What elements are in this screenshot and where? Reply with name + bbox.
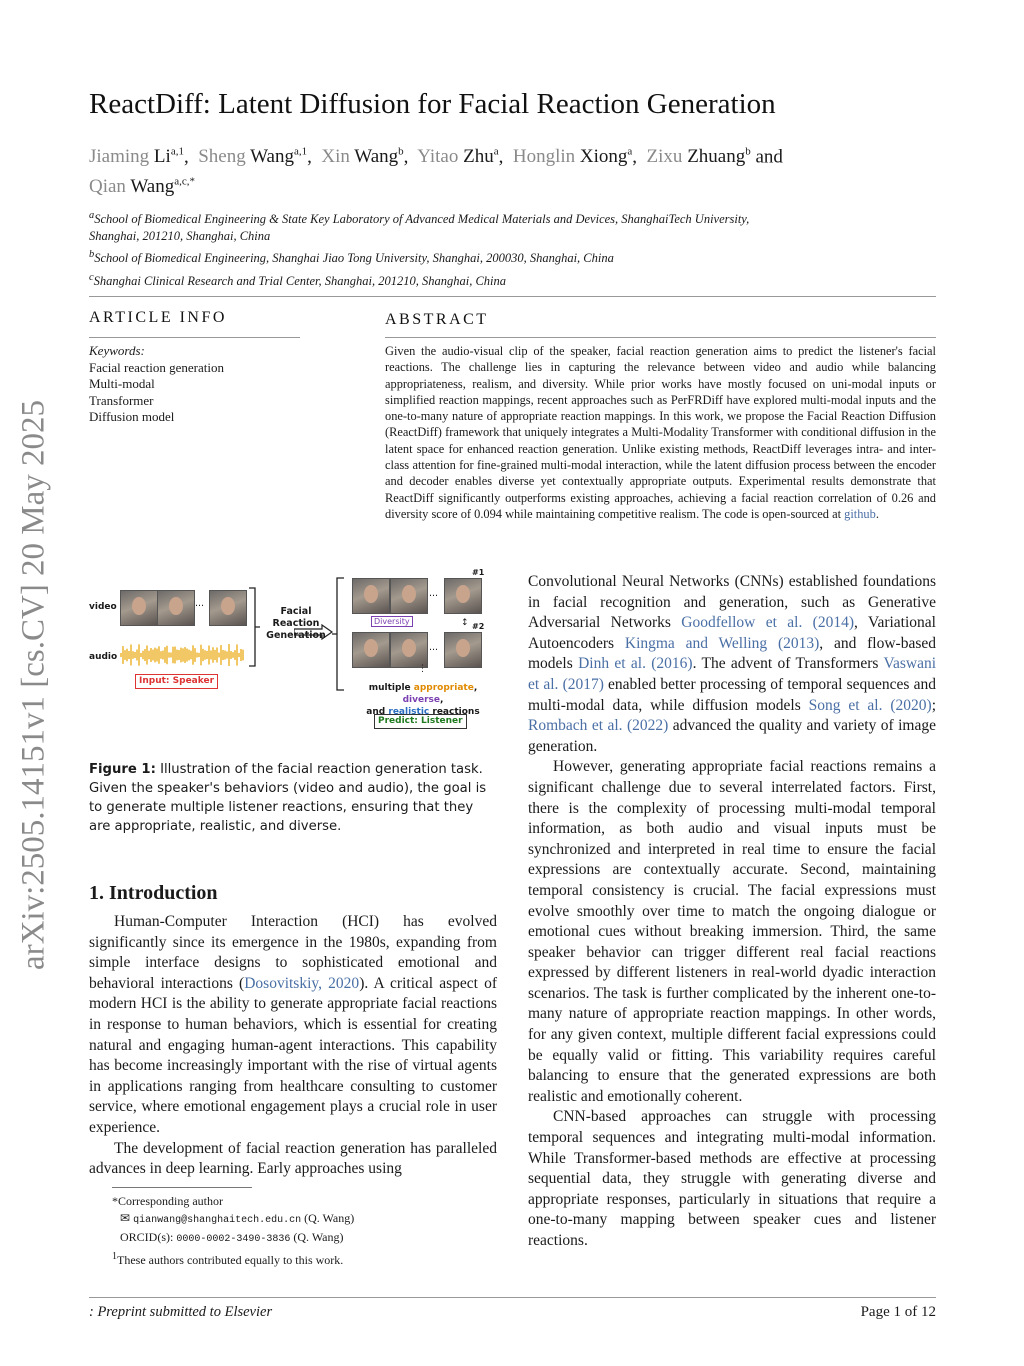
facial-reaction-generation-label: Facial Reaction Generation (266, 606, 326, 641)
output-brace (332, 576, 346, 694)
citation-link[interactable]: Song et al. (2020) (808, 696, 932, 714)
figure-caption: Figure 1: Illustration of the facial reaction generation task. Given the speaker's behaviors (video and audio), the goal is to generate multiple listener reactions, ensuring that they are appropriate, realistic, and diverse. (89, 762, 487, 834)
citation-link[interactable]: Kingma and Welling (2013) (624, 634, 820, 652)
envelope-icon: ✉ (120, 1211, 131, 1225)
audio-waveform (119, 644, 247, 666)
keyword: Transformer (89, 392, 154, 408)
citation-link[interactable]: Vaswani et al. (2017) (528, 655, 937, 693)
affiliations (89, 208, 789, 292)
article-info-rule (89, 337, 300, 338)
ellipsis: ... (429, 588, 439, 599)
abstract-heading: ABSTRACT (385, 311, 489, 328)
speaker-frame (120, 590, 158, 626)
arxiv-stamp (14, 380, 54, 990)
footer-left: : Preprint submitted to Elsevier (89, 1304, 273, 1320)
left-column (89, 912, 497, 1180)
keyword: Multi-modal (89, 376, 155, 391)
listener-frame (444, 632, 482, 668)
abstract-text: Given the audio-visual clip of the speaker, facial reaction generation aims to predict the listener's facial reactions. The challenge lies in capturing the relevance between video and audio while balancing appropriateness, realism, and diversity. While prior works have mostly focused on uni-modal inputs or simplified reaction mappings, recent approaches such as PerFRDiff have explored multi-modal inputs and the one-to-many nature of appropriate reaction mappings. In this work, we propose the Facial Reaction Diffusion (ReactDiff) framework that uniquely integrates a Multi-Modality Transformer with conditional diffusion in the latent space for enhanced reaction generation. Unlike existing methods, ReactDiff leverages intra- and inter-class attention for fine-grained multi-modal interaction, while the latent diffusion process between the encoder and decoder enables diverse yet contextually appropriate outputs. Experimental results demonstrate that ReactDiff significantly outperforms existing approaches, achieving a facial reaction correlation of 0.26 and diversity score of 0.094 while maintaining competitive realism. The code is open-sourced at github. (385, 344, 936, 521)
citation-link[interactable]: Dinh et al. (2016) (578, 655, 693, 673)
author[interactable]: Honglin Xiong$^a$ (512, 146, 633, 168)
listener-frame (352, 632, 390, 668)
audio-label: audio (89, 652, 118, 662)
input-speaker-tag: Input: Speaker (135, 674, 218, 689)
abstract-rule (385, 337, 936, 338)
author[interactable]: Jiaming Li$^{a,1}$ (89, 146, 184, 168)
multiple-reactions-label: multiple appropriate, diverse, and realistic reactions (366, 683, 480, 717)
vertical-ellipsis: ⋮ (418, 664, 427, 674)
predict-listener-tag: Predict: Listener (374, 714, 467, 729)
author[interactable]: Xin Wang$^b$ (321, 146, 404, 168)
footnote-rule (112, 1187, 252, 1188)
keyword: Facial reaction generation (89, 359, 224, 375)
paragraph: Convolutional Neural Networks (CNNs) established foundations in facial recognition and generation, such as Generative Adversarial Networks Goodfellow et al. (2014), Variational Autoencoders Kingma and Welling (2013), and flow-based models Dinh et al. (2016). The advent of Transformers Vaswani et al. (2017) enabled better processing of temporal sequences and multi-modal data, while diffusion models Song et al. (2020); Rombach et al. (2022) advanced the quality and variety of image generation. (528, 573, 937, 755)
corresponding-note: *Corresponding author (112, 1194, 223, 1208)
header-rule (89, 296, 936, 297)
author[interactable]: Zixu Zhuang$^b$ (646, 146, 751, 168)
ellipsis: ... (429, 642, 439, 653)
author[interactable]: Qian Wang$^{a,c,*}$ (89, 175, 195, 197)
footer-rule (89, 1297, 936, 1298)
page-number: Page 1 of 12 (860, 1304, 936, 1320)
author[interactable]: Yitao Zhu$^a$ (417, 146, 499, 168)
author[interactable]: Sheng Wang$^{a,1}$ (198, 146, 308, 168)
ellipsis: ... (195, 598, 205, 609)
paragraph: CNN-based approaches can struggle with processing temporal sequences and integrating multi-modal information. While Transformer-based methods are effective at processing sequential data, they struggle with generating diverse and appropriate responses, particularly in situations that require a one-to-many mapping between speaker cues and listener reactions. (528, 1108, 936, 1249)
paragraph: However, generating appropriate facial reactions remains a significant challenge due to several interrelated factors. First, there is the complexity of processing multi-modal temporal information, as both audio and visual inputs must be synchronized and interpreted in real time to ensure the facial expressions are contextually accurate. Second, maintaining temporal consistency is crucial. The facial expressions must evolve smoothly over time to match the ongoing dialogue or emotional cues without breaking immersion. Third, the same speaker behavior can trigger different real facial reactions expressed by different listeners in real-world dyadic interaction scenarios. The task is further complicated by the inherent one-to-many nature of appropriate reaction mappings. In other words, for any given context, multiple different facial expressions could be equally valid or fitting. This variability requires careful balancing to ensure that the generated expressions are both realistic and emotionally coherent. (528, 758, 936, 1105)
keywords (89, 343, 224, 426)
listener-frame (390, 578, 428, 614)
listener-frame (444, 578, 482, 614)
right-column (528, 572, 936, 1252)
arrow (294, 624, 334, 640)
affiliation: $^c$Shanghai Clinical Research and Trial Center, Shanghai, 201210, Shanghai, China (89, 271, 507, 288)
keyword: Diffusion model (89, 409, 175, 424)
listener-frame (390, 632, 428, 668)
section-heading: 1. Introduction (89, 882, 218, 904)
speaker-frame (157, 590, 195, 626)
github-link[interactable]: github (844, 506, 876, 521)
diversity-tag: Diversity (371, 616, 413, 627)
paper-title: ReactDiff: Latent Diffusion for Facial Reaction Generation (89, 88, 776, 120)
speaker-frame (209, 590, 247, 626)
arxiv-id: arXiv:2505.14151v1 [cs.CV] 20 May 2025 (15, 399, 52, 971)
citation-link[interactable]: Dosovitskiy, 2020 (244, 974, 360, 992)
listener-frame (352, 578, 390, 614)
reaction-number-1: #1 (472, 568, 485, 577)
keywords-label: Keywords: (89, 343, 145, 358)
author-list: Jiaming Li$^{a,1}$, Sheng Wang$^{a,1}$, Xin Wang$^b$, Yitao Zhu$^a$, Honglin Xiong$^a$, Zixu Zhuang$^b$ and Qian Wang$^{a,c,*}$ (89, 146, 783, 197)
equal-contribution-note: $^1$These authors contributed equally to this work. (112, 1251, 344, 1267)
email-link[interactable]: qianwang@shanghaitech.edu.cn (133, 1215, 302, 1226)
figure-1 (89, 568, 499, 740)
reaction-number-2: #2 (472, 622, 485, 631)
updown-arrow: ↕ (461, 618, 469, 628)
footnotes (112, 1193, 354, 1269)
article-info-heading: ARTICLE INFO (89, 309, 227, 326)
citation-link[interactable]: Goodfellow et al. (2014) (681, 614, 855, 632)
paragraph: The development of facial reaction generation has paralleled advances in deep learning. Early approaches using (89, 1139, 497, 1178)
affiliation: $^b$School of Biomedical Engineering, Shanghai Jiao Tong University, Shanghai, 200030, Shanghai, China (89, 249, 614, 266)
email-note: ✉ qianwang@shanghaitech.edu.cn (Q. Wang) (120, 1211, 355, 1226)
paragraph: Human-Computer Interaction (HCI) has evolved significantly since its emergence in the 1980s, expanding from simple interface designs to sophisticated emotional and behavioral interactions (Dosovitskiy, 2020). A critical aspect of modern HCI is the ability to generate appropriate facial reactions in response to human behaviors, which is essential for creating natural and engaging human-agent interactions. This capability has become increasingly important with the rise of virtual agents in applications ranging from healthcare consulting to customer service, where emotional engagement plays a crucial role in user experience. (89, 913, 498, 1136)
citation-link[interactable]: Rombach et al. (2022) (528, 717, 669, 735)
affiliation: $^a$School of Biomedical Engineering & State Key Laboratory of Advanced Medical Materials and Devices, ShanghaiTech University, Shanghai, 201210, Shanghai, China (89, 210, 750, 243)
orcid-note: ORCID(s): 0000-0002-3490-3836 (Q. Wang) (120, 1230, 344, 1245)
video-label: video (89, 602, 117, 612)
